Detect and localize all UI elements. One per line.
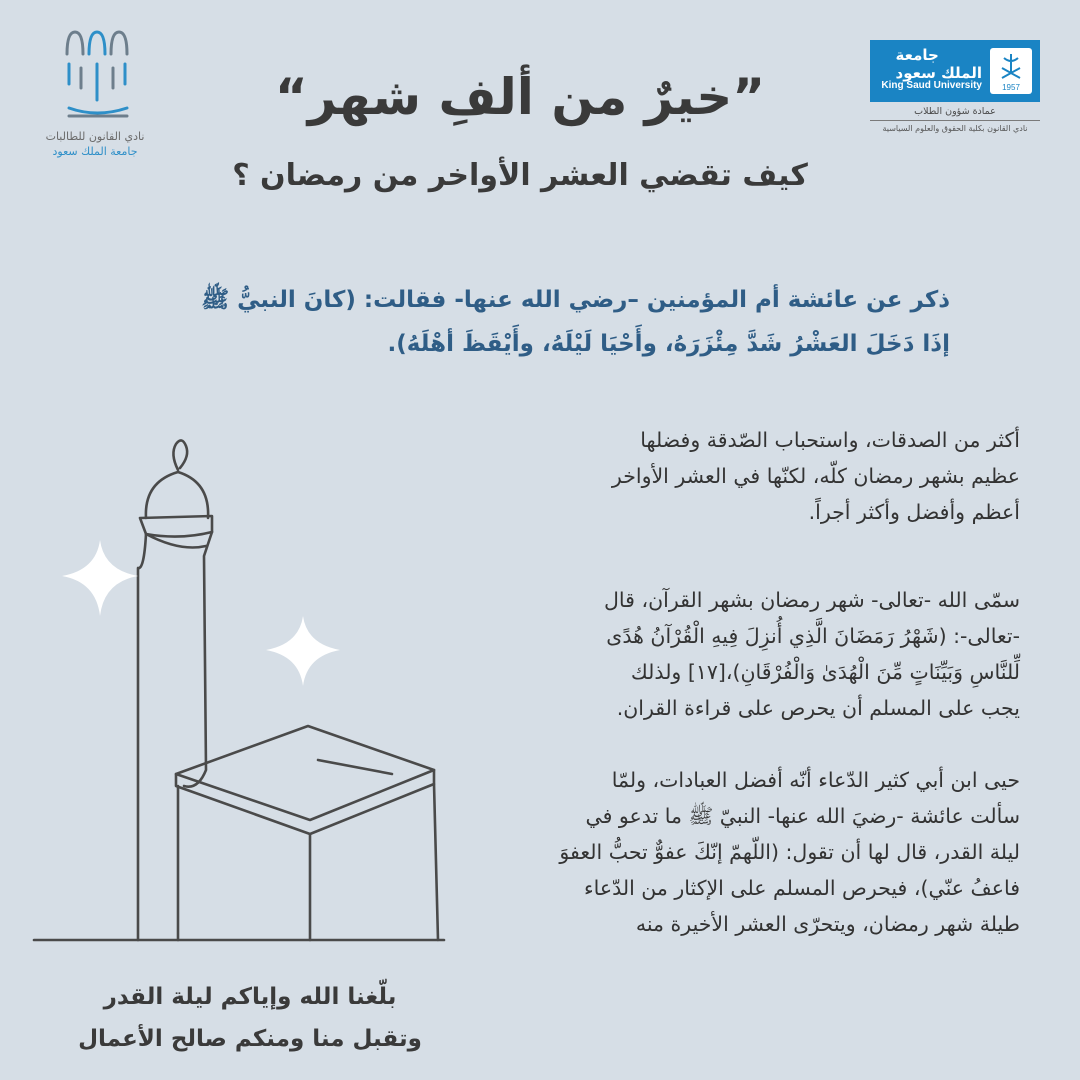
paragraph-line: -تعالى-: (شَهْرُ رَمَضَانَ الَّذِي أُنزِلَ فِيهِ الْقُرْآنُ هُدًى xyxy=(606,624,1020,648)
paragraph-line: سمّى الله -تعالى- شهر رمضان بشهر القرآن، قال xyxy=(604,588,1020,612)
paragraph-line: فاعفُ عنّي)، فيحرص المسلم على الإكثار من الدّعاء xyxy=(583,876,1020,900)
hadith-line: إذَا دَخَلَ العَشْرُ شَدَّ مِئْزَرَهُ، وأَحْيَا لَيْلَهُ، وأَيْقَظَ أهْلَهُ). xyxy=(387,331,950,357)
scales-of-justice-icon xyxy=(55,24,135,124)
paragraph-line: أكثر من الصدقات، واستحباب الصّدقة وفضلها xyxy=(640,428,1020,452)
ksu-club: نادي القانون بكلية الحقوق والعلوم السياسية xyxy=(882,124,1028,133)
paragraph-line: يجب على المسلم أن يحرص على قراءة القران. xyxy=(616,696,1020,720)
sparkle-star-icon xyxy=(266,616,340,686)
closing-line: وتقبل منا ومنكم صالح الأعمال xyxy=(78,1026,422,1052)
ksu-logo-box xyxy=(870,40,1040,102)
club-university: جامعة الملك سعود xyxy=(52,145,138,158)
ksu-name-ar-line2: الملك سعود xyxy=(895,64,982,82)
kaaba-minaret-line-art-icon xyxy=(20,430,460,960)
paragraph-dua xyxy=(460,762,1020,942)
club-logo xyxy=(30,24,160,158)
ksu-name-ar xyxy=(896,46,982,82)
paragraph-line: حيى ابن أبي كثير الدّعاء أنّه أفضل العبادات، ولمّا xyxy=(611,768,1020,792)
hadith-quote xyxy=(150,278,950,366)
club-name: نادي القانون للطالبات xyxy=(45,130,145,143)
sparkle-star-icon xyxy=(62,540,138,616)
ksu-dept: عمادة شؤون الطلاب xyxy=(914,106,996,117)
paragraph-line: أعظم وأفضل وأكثر أجراً. xyxy=(808,500,1020,524)
ksu-logo xyxy=(870,40,1040,133)
page-subtitle: كيف تقضي العشر الأواخر من رمضان ؟ xyxy=(232,158,808,193)
ksu-name-ar-line1: جامعة xyxy=(895,46,939,64)
ksu-divider xyxy=(870,120,1040,121)
ksu-emblem-year: 1957 xyxy=(1002,83,1020,92)
paragraph-line: طيلة شهر رمضان، ويتحرّى العشر الأخيرة منه xyxy=(635,912,1020,936)
paragraph-charity xyxy=(460,422,1020,530)
paragraph-line: لِّلنَّاسِ وَبَيِّنَاتٍ مِّنَ الْهُدَىٰ وَالْفُرْقَانِ)،[١٧] ولذلك xyxy=(630,660,1020,684)
paragraph-line: ليلة القدر، قال لها أن تقول: (اللّهمّ إنّكَ عفوٌّ تحبُّ العفوَ xyxy=(559,840,1020,864)
paragraph-quran xyxy=(460,582,1020,726)
ksu-emblem-icon xyxy=(990,48,1032,94)
page-title: ”خيرٌ من ألفِ شهر“ xyxy=(274,68,766,126)
hadith-line: ذكر عن عائشة أم المؤمنين –رضي الله عنها- فقالت: (كانَ النبيُّ ﷺ xyxy=(201,287,950,313)
closing-prayer xyxy=(40,976,460,1060)
ksu-name-en: King Saud University xyxy=(881,80,982,91)
closing-line: بلّغنا الله وإياكم ليلة القدر xyxy=(103,984,397,1010)
paragraph-line: سألت عائشة -رضيَ الله عنها- النبيّ ﷺ ما تدعو في xyxy=(585,804,1020,828)
paragraph-line: عظيم بشهر رمضان كلّه، لكنّها في العشر الأواخر xyxy=(611,464,1020,488)
